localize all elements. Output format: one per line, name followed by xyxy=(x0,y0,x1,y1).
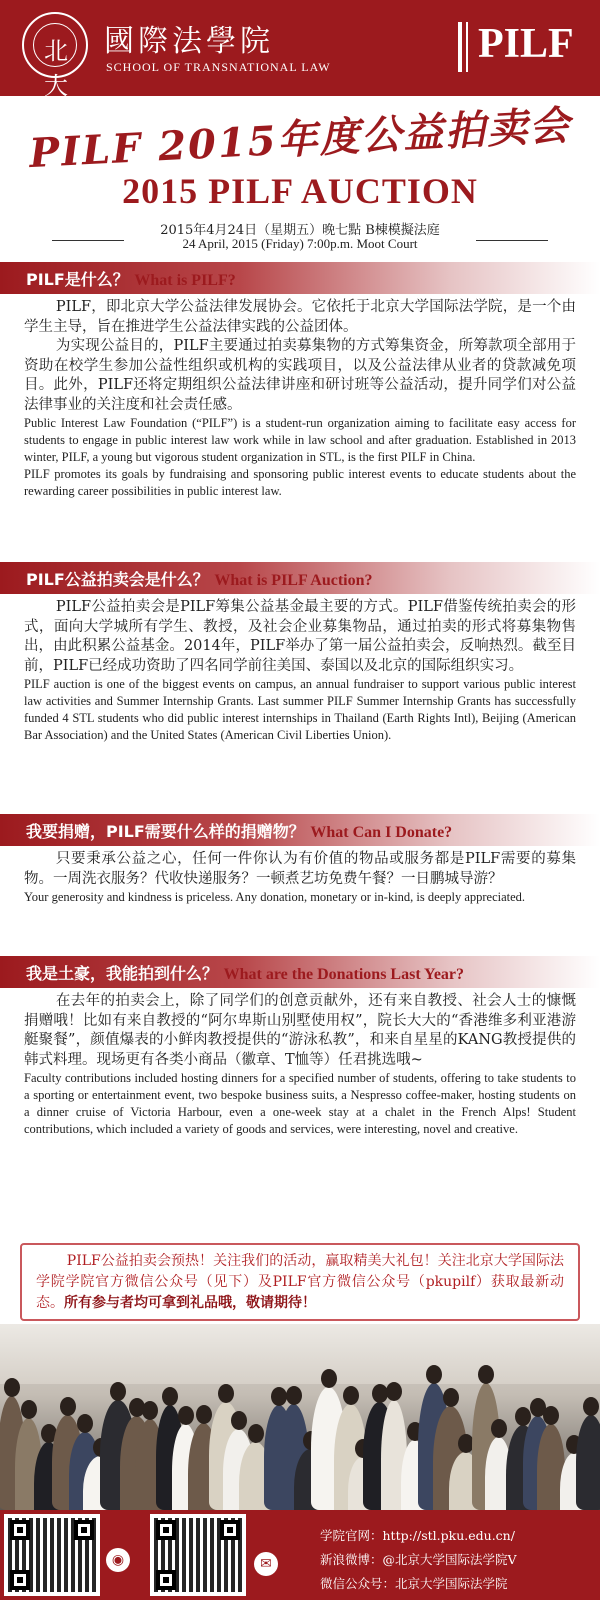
crowd-head xyxy=(178,1406,194,1425)
paragraph-en: Public Interest Law Foundation (“PILF”) is a student-run organization aiming to facilitate easy access for students to engage in public interest law work while in law school and after graduation. Established in 2013 winter, PILF, a young but vigorous student organization in STL, is the first PILF in China. xyxy=(24,416,576,464)
section-header-donations-last-year xyxy=(0,956,600,988)
crowd-person xyxy=(576,1415,600,1510)
section-title-cn: PILF公益拍卖会是什么？ xyxy=(26,570,209,589)
wechat-icon: ✉ xyxy=(254,1552,278,1576)
crowd-head xyxy=(478,1365,494,1384)
crowd-head xyxy=(196,1405,212,1424)
crowd-head xyxy=(491,1419,507,1438)
weibo-account: 新浪微博：@北京大学国际法学院V xyxy=(320,1552,517,1567)
weibo-icon: ◉ xyxy=(106,1548,130,1572)
photo-background xyxy=(0,1324,600,1384)
school-name-cn: 國際法學院 xyxy=(104,24,274,59)
crowd-head xyxy=(271,1387,287,1406)
section-header-what-is-pilf xyxy=(0,262,600,294)
section-title-en: What are the Donations Last Year? xyxy=(223,966,465,983)
paragraph-en: PILF auction is one of the biggest events on campus, an annual fundraiser to support various public interest law activities and Summer Internship Grants. Last summer PILF Summer Internship Grants has successfully funded 4 STL students who did public interest internships in Thailand (Earth Rights Intl), Beijing (American Bar Association) and the United States (American Civil Liberties Union). xyxy=(24,677,576,742)
crowd-head xyxy=(142,1401,158,1420)
section-body-what-is-pilf xyxy=(24,298,576,500)
crowd-head xyxy=(543,1406,559,1425)
section-title-cn: PILF是什么？ xyxy=(26,270,129,289)
divider xyxy=(466,22,468,72)
section-title-cn: 我要捐赠，PILF需要什么样的捐赠物？ xyxy=(26,822,305,841)
section-title-en: What is PILF Auction? xyxy=(214,572,373,589)
event-date-en: 24 April, 2015 (Friday) 7:00p.m. Moot Court xyxy=(182,236,418,251)
header-banner xyxy=(0,0,600,100)
wechat-account: 微信公众号：北京大学国际法学院 xyxy=(320,1576,508,1591)
paragraph-cn: PILF，即北京大学公益法律发展协会。它依托于北京大学国际法学院，是一个由学生主导，旨在推进学生公益法律实践的公益团体。 xyxy=(24,299,576,335)
section-header-what-is-auction xyxy=(0,562,600,594)
crowd-head xyxy=(77,1414,93,1433)
crowd-head xyxy=(110,1382,126,1401)
university-seal-icon: 北大 xyxy=(22,12,88,78)
paragraph-en: Your generosity and kindness is priceless. Any donation, monetary or in-kind, is deeply appreciated. xyxy=(24,890,526,904)
crowd-head xyxy=(162,1387,178,1406)
crowd-head xyxy=(372,1384,388,1403)
paragraph-cn: PILF公益拍卖会是PILF筹集公益基金最主要的方式。PILF借鉴传统拍卖会的形式，面向大学城所有学生、教授，及社会企业募集物品，通过拍卖的形式将募集物售出，由此积累公益基金。2014年，PILF举办了第一届公益拍卖会，反响热烈。截至目前，PILF已经成功资助了四名同学前往美国、泰国以及北京的国际组织实习。 xyxy=(24,599,576,674)
crowd-head xyxy=(343,1386,359,1405)
qr-code-icon xyxy=(150,1514,246,1596)
crowd-head xyxy=(218,1384,234,1403)
event-date-cn: 2015年4月24日（星期五）晚七點 B棟模擬法庭 xyxy=(160,223,440,238)
crowd-head xyxy=(286,1386,302,1405)
website-link[interactable]: 学院官网：http://stl.pku.edu.cn/ xyxy=(320,1528,515,1543)
crowd-head xyxy=(583,1397,599,1416)
paragraph-en: Faculty contributions included hosting dinners for a specified number of students, offering to take students to a sporting or entertainment event, two bespoke business suits, a Nespresso coffee-maker, hosting students on a dinner cruise of Victoria Harbour, even a one-week stay at a chalet in the French Alps! Student contributions, which included a variety of goods and services, were interesting, novel and creative. xyxy=(24,1071,576,1136)
event-photo xyxy=(0,1324,600,1510)
paragraph-en: PILF promotes its goals by fundraising and sponsoring public interest events to educate students about the rewarding career possibilities in public interest law. xyxy=(24,467,576,498)
divider xyxy=(458,22,462,72)
section-body-what-is-auction xyxy=(24,598,576,744)
notice-highlight: 所有参与者均可拿到礼品哦，敬请期待！ xyxy=(64,1295,316,1311)
promo-notice xyxy=(20,1243,580,1321)
section-body-donations-last-year xyxy=(24,992,576,1138)
crowd-head xyxy=(443,1388,459,1407)
school-name-en: SCHOOL OF TRANSNATIONAL LAW xyxy=(106,60,331,74)
crowd-head xyxy=(4,1378,20,1397)
section-body-what-can-i-donate xyxy=(24,850,576,906)
section-title-en: What is PILF? xyxy=(134,272,236,289)
notice-text: PILF公益拍卖会预热！关注我们的活动，赢取精美大礼包！关注北京大学国际法学院学院官方微信公众号（见下）及PILF官方微信公众号（pkupilf）获取最新动态。 xyxy=(36,1253,564,1311)
crowd-head xyxy=(60,1397,76,1416)
footer xyxy=(0,1510,600,1600)
crowd-head xyxy=(21,1400,37,1419)
paragraph-cn: 只要秉承公益之心，任何一件你认为有价值的物品或服务都是PILF需要的募集物。一周洗衣服务？代收快递服务？一顿煮艺坊免费午餐？一日鹏城导游？ xyxy=(24,851,576,887)
crowd-head xyxy=(231,1411,247,1430)
crowd-head xyxy=(248,1424,264,1443)
section-title-cn: 我是土豪，我能拍到什么？ xyxy=(26,964,219,983)
section-header-what-can-i-donate xyxy=(0,814,600,846)
paragraph-cn: 为实现公益目的，PILF主要通过拍卖募集物的方式筹集资金，所筹款项全部用于资助在校学生参加公益性组织或机构的实践项目，以及公益法律从业者的贷款减免项目。此外，PILF还将定期组织公益法律讲座和研讨班等公益活动，提升同学们对公益法律事业的关注度和社会责任感。 xyxy=(24,338,576,413)
page-title-cn: PILF 2015年度公益拍卖会 xyxy=(28,101,573,178)
pilf-logo: PILF xyxy=(478,21,574,67)
section-title-en: What Can I Donate? xyxy=(310,824,453,841)
crowd-head xyxy=(321,1369,337,1388)
qr-code-icon xyxy=(4,1514,100,1596)
paragraph-cn: 在去年的拍卖会上，除了同学们的创意贡献外，还有来自教授、社会人士的慷慨捐赠哦！比如有来自教授的“阿尔卑斯山别墅使用权”，院长大大的“香港维多利亚港游艇聚餐”，颜值爆表的小鲜肉教授提供的“游泳私教”，和来自星星的KANG教授提供的韩式料理。现场更有各类小商品（徽章、T恤等）任君挑选哦~ xyxy=(24,993,576,1068)
crowd-head xyxy=(426,1365,442,1384)
page-title-en: 2015 PILF AUCTION xyxy=(122,171,478,211)
crowd-head xyxy=(386,1382,402,1401)
